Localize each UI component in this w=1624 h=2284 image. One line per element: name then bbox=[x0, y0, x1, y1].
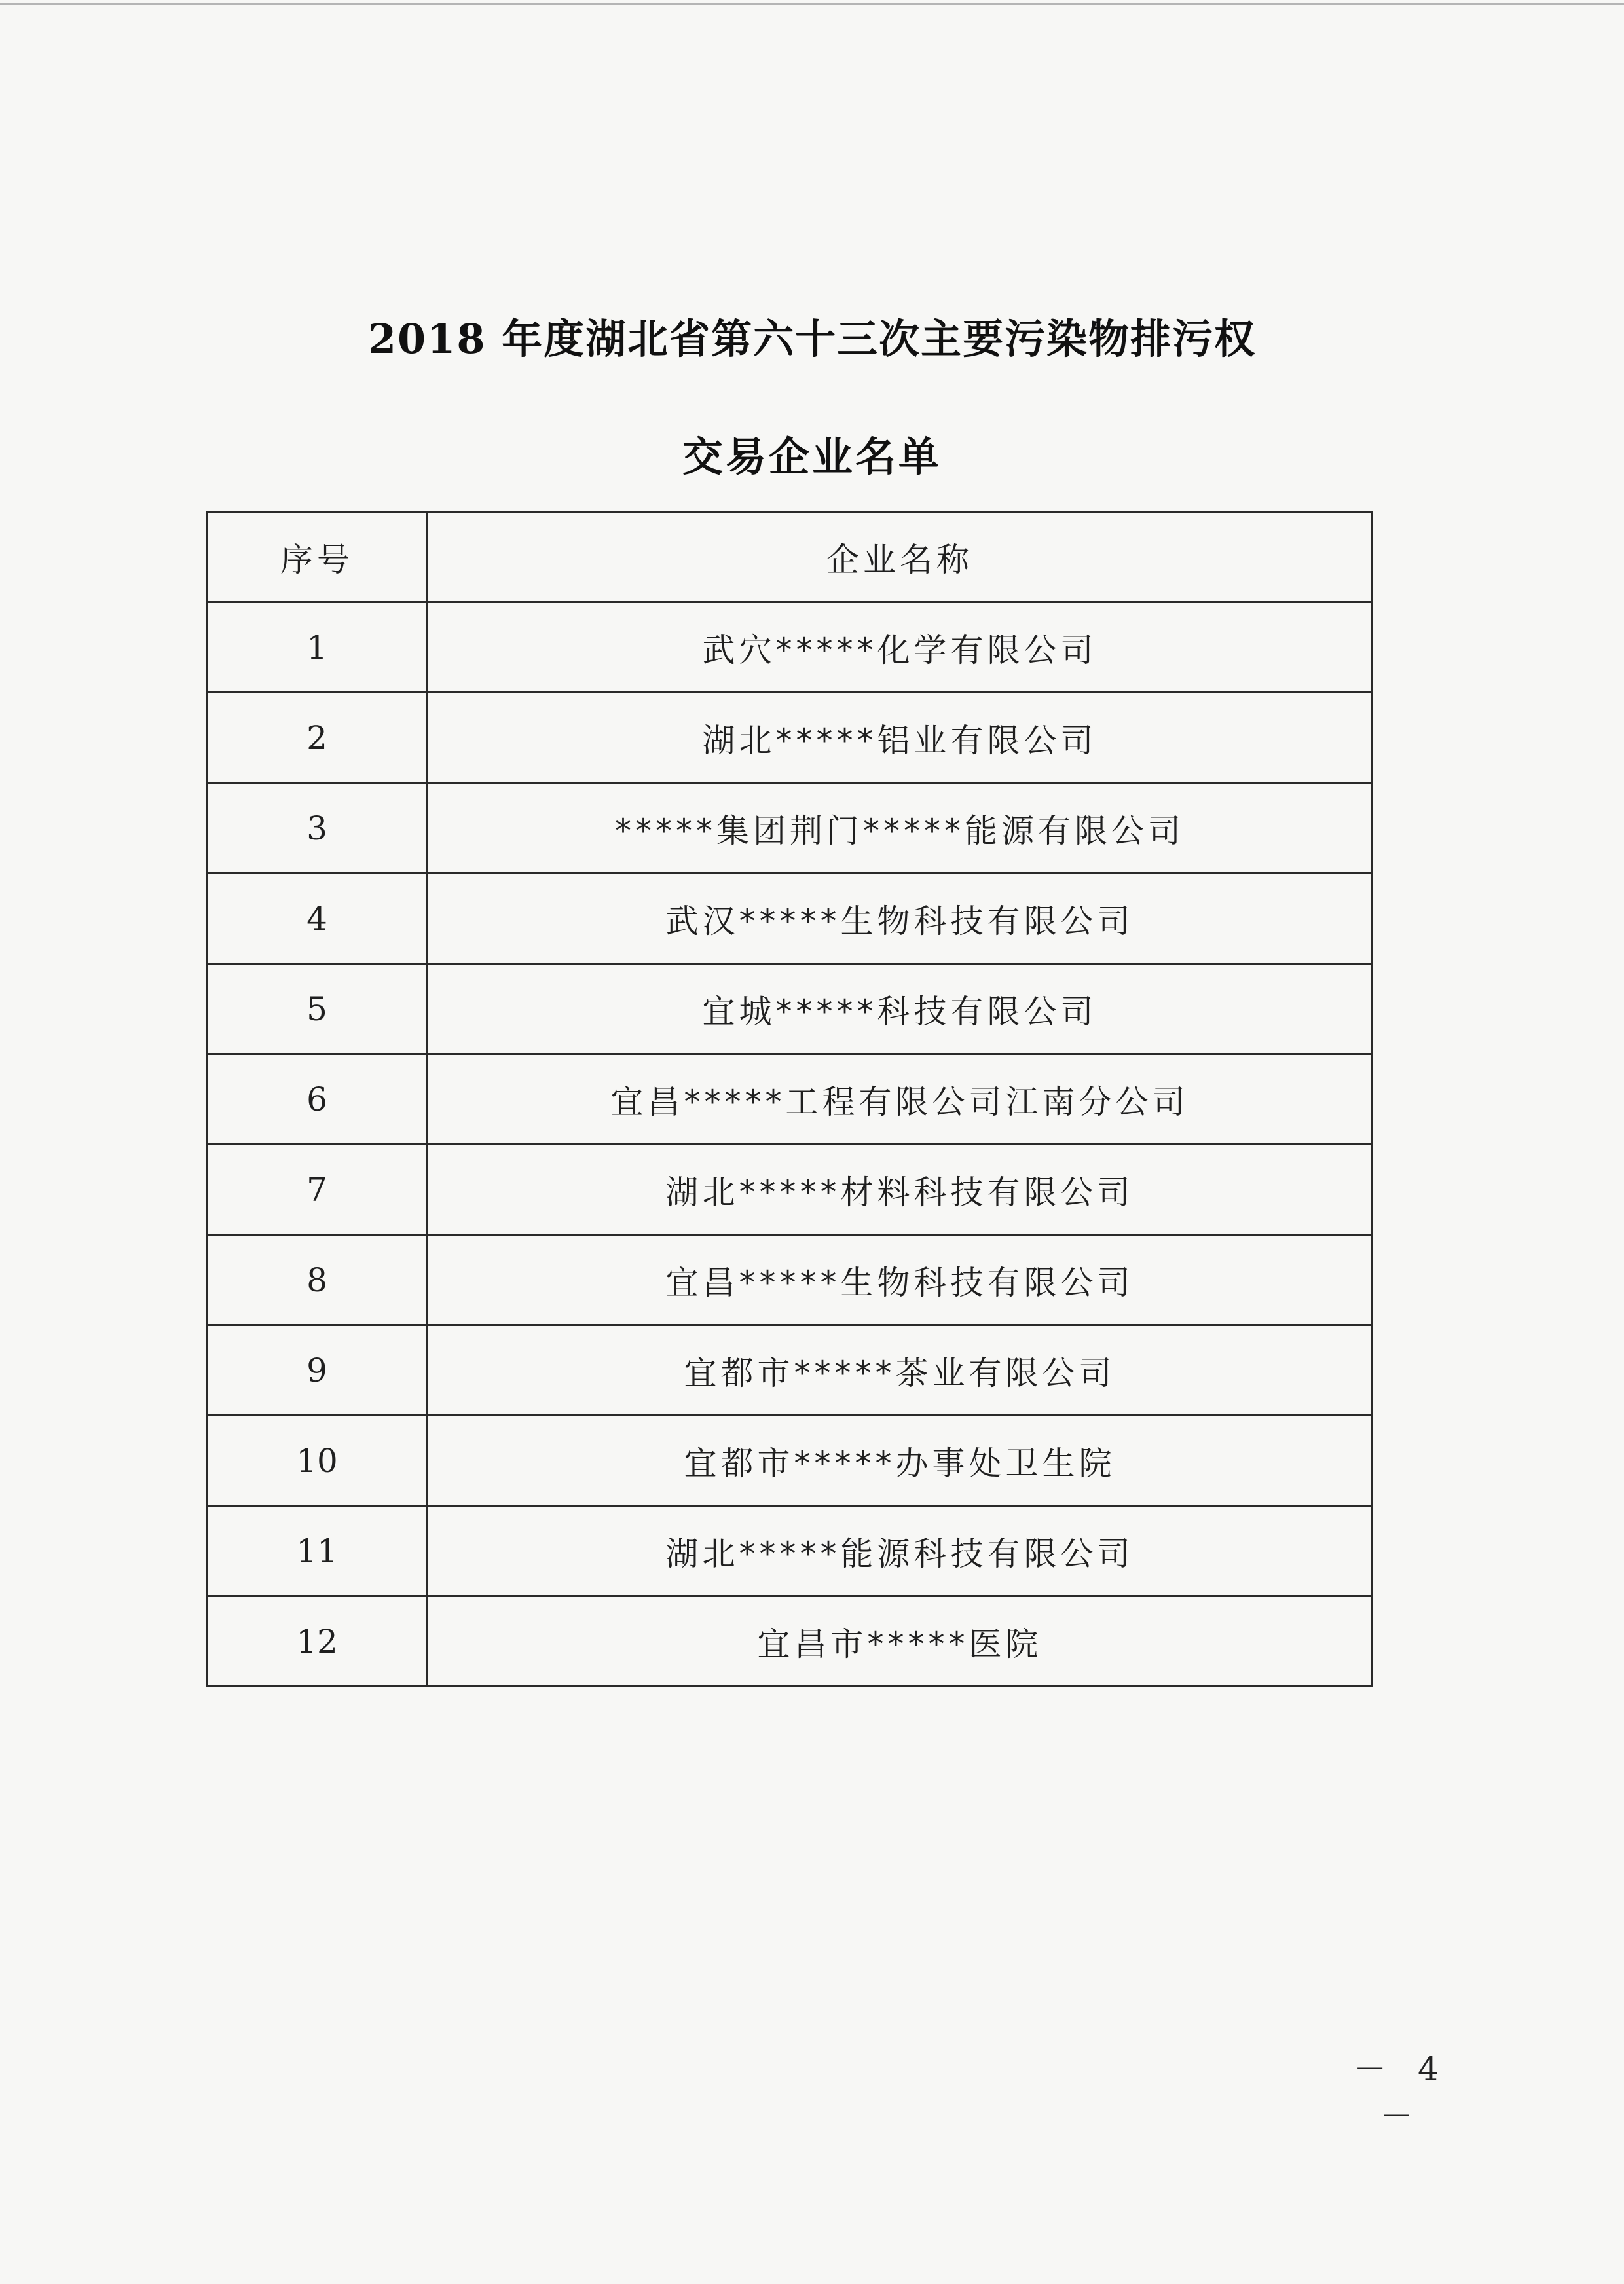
enterprise-name: 宜昌*****生物科技有限公司 bbox=[428, 1235, 1373, 1325]
table-row bbox=[207, 1054, 1373, 1145]
row-number: 12 bbox=[207, 1596, 428, 1687]
table-row bbox=[207, 874, 1373, 964]
table-row bbox=[207, 1416, 1373, 1506]
page-number: － 4 － bbox=[1354, 2050, 1449, 2135]
enterprise-name: 宜城*****科技有限公司 bbox=[428, 964, 1373, 1054]
row-number: 8 bbox=[207, 1235, 428, 1325]
table-row bbox=[207, 1325, 1373, 1416]
column-header-name: 企业名称 bbox=[428, 512, 1373, 602]
row-number: 6 bbox=[207, 1054, 428, 1145]
table-row bbox=[207, 783, 1373, 874]
enterprise-list-table bbox=[206, 511, 1373, 1687]
table-header-row bbox=[207, 512, 1373, 602]
row-number: 5 bbox=[207, 964, 428, 1054]
row-number: 10 bbox=[207, 1416, 428, 1506]
table-row bbox=[207, 1506, 1373, 1596]
table-row bbox=[207, 964, 1373, 1054]
enterprise-name: 宜昌*****工程有限公司江南分公司 bbox=[428, 1054, 1373, 1145]
row-number: 2 bbox=[207, 693, 428, 783]
table-row bbox=[207, 693, 1373, 783]
enterprise-name: 宜都市*****茶业有限公司 bbox=[428, 1325, 1373, 1416]
table-row bbox=[207, 1596, 1373, 1687]
enterprise-name: 湖北*****铝业有限公司 bbox=[428, 693, 1373, 783]
row-number: 1 bbox=[207, 602, 428, 693]
column-header-number: 序号 bbox=[207, 512, 428, 602]
enterprise-name: 宜昌市*****医院 bbox=[428, 1596, 1373, 1687]
row-number: 7 bbox=[207, 1145, 428, 1235]
enterprise-name: 宜都市*****办事处卫生院 bbox=[428, 1416, 1373, 1506]
table-row bbox=[207, 1235, 1373, 1325]
document-title-line-1: 2018 年度湖北省第六十三次主要污染物排污权 bbox=[367, 315, 1257, 363]
row-number: 9 bbox=[207, 1325, 428, 1416]
row-number: 4 bbox=[207, 874, 428, 964]
enterprise-name: 湖北*****材料科技有限公司 bbox=[428, 1145, 1373, 1235]
row-number: 11 bbox=[207, 1506, 428, 1596]
table-row bbox=[207, 1145, 1373, 1235]
enterprise-name: 武穴*****化学有限公司 bbox=[428, 602, 1373, 693]
top-scan-rule bbox=[0, 3, 1624, 5]
row-number: 3 bbox=[207, 783, 428, 874]
table-row bbox=[207, 602, 1373, 693]
enterprise-name: 湖北*****能源科技有限公司 bbox=[428, 1506, 1373, 1596]
enterprise-name: 武汉*****生物科技有限公司 bbox=[428, 874, 1373, 964]
document-title-line-2: 交易企业名单 bbox=[682, 433, 942, 481]
enterprise-name: *****集团荆门*****能源有限公司 bbox=[428, 783, 1373, 874]
